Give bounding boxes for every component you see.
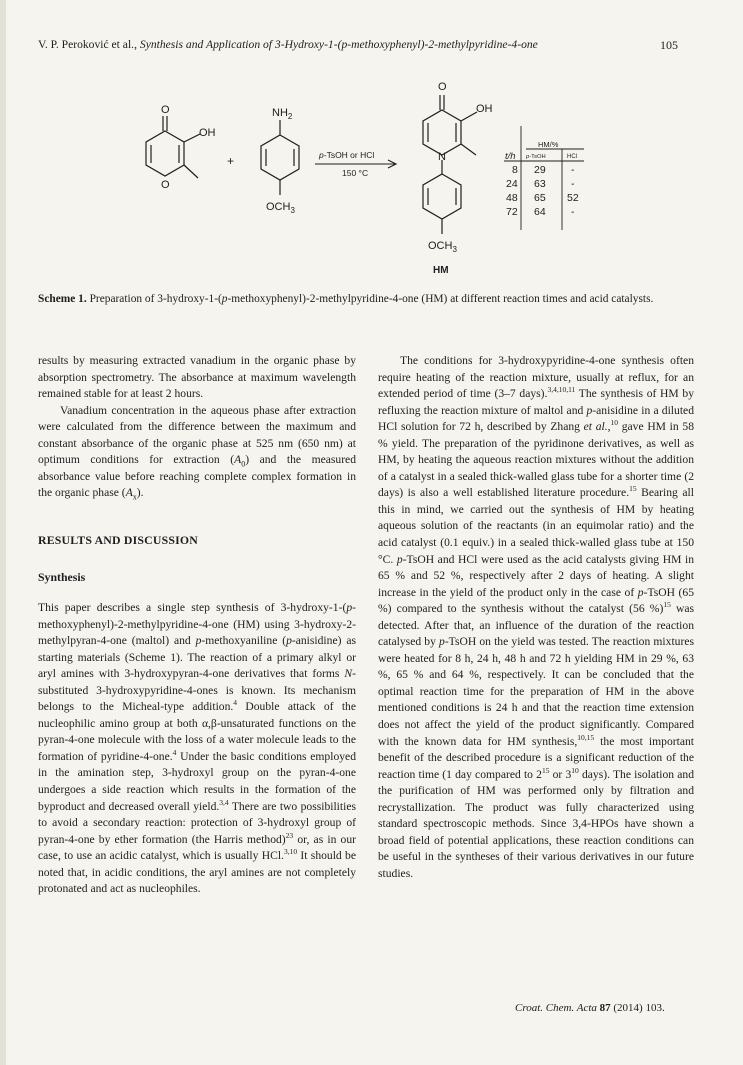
running-head-authors: V. P. Peroković et al., bbox=[38, 38, 137, 51]
footer-year-page: (2014) 103. bbox=[613, 1002, 665, 1014]
condition-catalyst: p-TsOH or HCl bbox=[319, 150, 375, 160]
maltol-structure bbox=[146, 116, 200, 178]
product-name: HM bbox=[433, 265, 449, 276]
table-cell-hcl: - bbox=[571, 178, 575, 190]
table-cell-t: 8 bbox=[512, 164, 518, 176]
table-cell-ptsoh: 64 bbox=[534, 206, 546, 218]
table-cell-ptsoh: 29 bbox=[534, 164, 546, 176]
product-structure bbox=[423, 95, 477, 234]
right-column bbox=[378, 353, 694, 883]
product-n: N bbox=[438, 151, 446, 163]
anisidine-och3: $OCH_3$ bbox=[266, 201, 295, 215]
caption-text: Preparation of 3-hydroxy-1-(p-methoxyphenyl)-2-methylpyridine-4-one (HM) at different reaction times and acid catalysts. bbox=[89, 293, 654, 305]
maltol-ring-o: O bbox=[161, 179, 170, 191]
table-cell-t: 72 bbox=[506, 206, 518, 218]
table-time-header: t/h bbox=[505, 151, 516, 162]
table-header-ptsoh: p-TsOH bbox=[526, 154, 546, 160]
product-carbonyl-o: O bbox=[438, 81, 447, 93]
page-number: 105 bbox=[660, 38, 678, 52]
condition-temperature: 150 °C bbox=[342, 168, 369, 178]
anisidine-nh2: $NH_2$ bbox=[272, 107, 293, 121]
running-head bbox=[38, 38, 538, 51]
table-yield-header: HM/% bbox=[538, 140, 559, 149]
subsection-heading: Synthesis bbox=[38, 570, 86, 585]
paragraph: results by measuring extracted vanadium in the organic phase by absorption spectrometry. The absorbance at maximum wavelength remained stable for at least 2 hours. bbox=[38, 354, 356, 401]
product-och3: $OCH_3$ bbox=[428, 240, 457, 254]
table-header-hcl: HCl bbox=[567, 154, 577, 160]
table-cell-t: 48 bbox=[506, 192, 518, 204]
product-oh: OH bbox=[476, 103, 493, 115]
running-head-title: Synthesis and Application of 3-Hydroxy-1-(p-methoxyphenyl)-2-methylpyridine-4-one bbox=[139, 38, 538, 51]
left-column bbox=[38, 353, 356, 898]
table-cell-t: 24 bbox=[506, 178, 518, 190]
maltol-carbonyl-o: O bbox=[161, 104, 170, 116]
paragraph: This paper describes a single step synthesis of 3-hydroxy-1-(p-methoxyphenyl)-2-methylpyridine-4-one (HM) using 3-hydroxy-2-methylpyran-4-one (maltol) and p-methoxyaniline (p-anisidine) as starting materials (Scheme 1). The reaction of a primary alkyl or aryl amines with 3-hydroxypyran-4-one derivatives that forms N-substituted 3-hydroxypyridine-4-ones is known. Its mechanism belongs to the Micheal-type addition.$^4$ Double attack of the nucleophilic amino group at both α,β-unsaturated functions on the pyran-4-one molecule with the loss of a water molecule leads to the formation of pyridine-4-one.$^4$ Under the basic conditions employed in the amination step, 3-hydroxyl group on the pyran-4-one undergoes a side reaction which results in the formation of the byproduct and decreased overall yield.$^{3,4}$ There are two possibilities to avoid a secondary reaction: protection of 3-hydroxyl group of pyran-4-one by ether formation (the Harris method)$^{23}$ or, as in our case, to use an acidic catalyst, which is usually HCl.$^{3,10}$ It should be noted that, in acidic conditions, the aryl amines are not completely protonated and act as nucleophiles. bbox=[38, 601, 357, 896]
anisidine-structure bbox=[261, 120, 299, 195]
table-cell-hcl: - bbox=[571, 164, 575, 176]
section-heading: RESULTS AND DISCUSSION bbox=[38, 532, 199, 547]
scheme-caption bbox=[38, 291, 706, 307]
paragraph: Vanadium concentration in the aqueous phase after extraction were calculated from the difference between the maximum and constant absorbance of the organic phase at 525 nm (650 nm) at optimum conditions for extraction $(A_0)$ and the measured absorbance value before reaching complete complex formation in the organic phase $(A_x)$. bbox=[38, 403, 357, 502]
caption-label: Scheme 1. bbox=[38, 293, 87, 305]
yield-table bbox=[504, 126, 584, 230]
plus-sign: + bbox=[227, 154, 235, 168]
reaction-scheme bbox=[120, 68, 600, 283]
footer-volume: 87 bbox=[599, 1002, 611, 1014]
page-footer bbox=[515, 1002, 665, 1014]
table-cell-hcl: 52 bbox=[567, 192, 579, 204]
table-cell-ptsoh: 65 bbox=[534, 192, 546, 204]
reaction-arrow bbox=[315, 160, 396, 168]
page-edge bbox=[0, 0, 6, 1065]
maltol-oh: OH bbox=[199, 127, 216, 139]
paragraph: The conditions for 3-hydroxypyridine-4-one synthesis often require heating of the reaction mixture, usually at reflux, for an extended period of time (3–7 days).$^{3,4,10,11}$ The synthesis of HM by refluxing the reaction mixture of maltol and p-anisidine in a diluted HCl solution for 72 h, described by Zhang et al.,$^{10}$ gave HM in 58 % yield. The preparation of the pyridinone derivatives, as well as HM, by heating the aqueous reaction mixtures without the addition of a catalyst in a sealed thick-walled glass tube for a shorter time (2 days) is also a well established literature procedure.$^{15}$ Bearing all this in mind, we carried out the synthesis of HM by heating aqueous solution of the reactants (in an equimolar ratio) and the acid catalyst (0.1 equiv.) in a sealed thick-walled glass tube at 150 °C. p-TsOH and HCl were used as the acid catalysts giving HM in 65 % and 52 %, respectively after 2 days of heating. A slight increase in the yield of the product only in the case of p-TsOH (65 %) compared to the synthesis without the catalyst (56 %)$^{15}$ was detected. After that, an influence of the duration of the reaction catalysed by p-TsOH on the yield was tested. The reaction mixtures were heated for 8 h, 24 h, 48 h and 72 h yielding HM in 29 %, 63 %, 65 % and 64 %, respectively. It can be concluded that the optimal reaction time for the preparation of HM in the above mentioned conditions is 24 h and that the reaction time extension does not affect the yield of the product significantly. Compared with the known data for HM synthesis,$^{10,15}$ the most important benefit of the described procedure is a significant reduction of the reaction time (1 day compared to $2^{15}$ or $3^{10}$ days). The isolation and the purification of HM was performed only by filtration and recrystallization. The product was fully characterized using standard spectroscopic methods. Since 3,4-HPOs have shown a broad field of potential applications, these reaction conditions can be useful in the syntheses of their various derivatives in our future studies. bbox=[378, 354, 695, 880]
footer-journal: Croat. Chem. Acta bbox=[515, 1002, 597, 1014]
table-cell-hcl: - bbox=[571, 206, 575, 218]
table-cell-ptsoh: 63 bbox=[534, 178, 546, 190]
